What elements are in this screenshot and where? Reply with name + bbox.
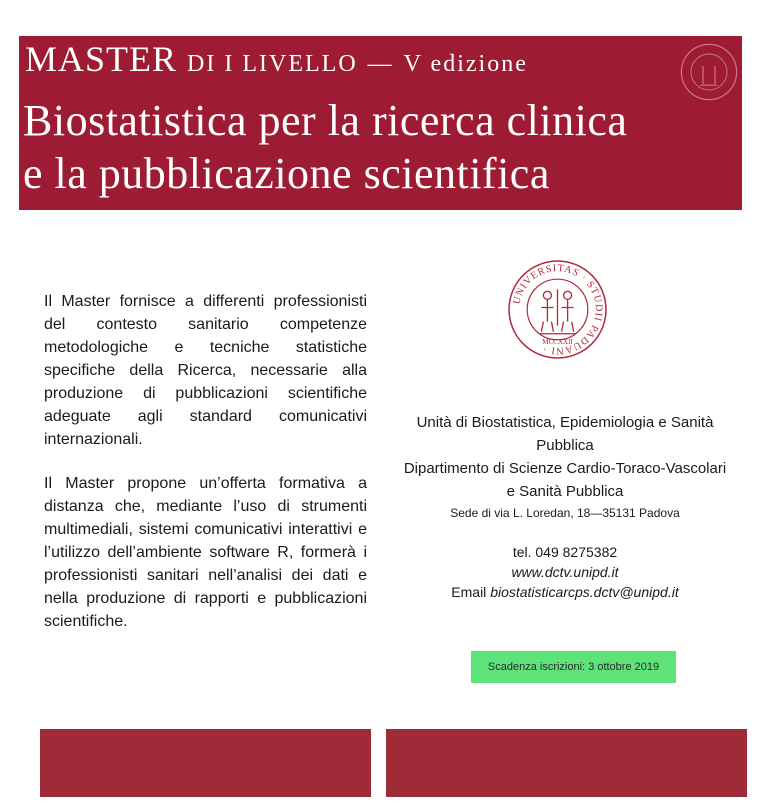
edition-label: V edizione [403,51,528,77]
heading-dash: — [367,51,394,77]
address: Sede di via L. Loredan, 18—35131 Padova [450,506,680,520]
course-title-line2: e la pubblicazione scientifica [23,149,550,198]
department-name: Dipartimento di Scienze Cardio-Toraco-Vascolari e Sanità Pubblica [403,460,727,500]
seal-ring-text: UNIVERSITAS · STUDII PADUANI · [511,263,604,357]
deadline-badge: Scadenza iscrizioni: 3 ottobre 2019 [471,651,676,683]
footer-block-left [40,729,371,797]
master-label: MASTER [25,39,178,79]
email-line [400,582,730,602]
course-title [23,94,627,200]
intro-paragraph-2: Il Master propone un’offerta formativa a distanza che, mediante l’uso di strumenti multimediali, sistemi comunicativi interattivi e l’utilizzo dell’ambiente software R, formerà i professionisti sanitari nell’analisi dei dati e nella produzione di rapporti e pubblicazioni scientifiche. [44,475,367,630]
master-heading [25,38,528,80]
unit-name: Unità di Biostatistica, Epidemiologia e Sanità Pubblica [416,414,714,454]
footer-block-right [386,729,747,797]
email-link[interactable]: biostatisticarcps.dctv@unipd.it [490,584,679,600]
intro-paragraph-1: Il Master fornisce a differenti professionisti del contesto sanitario competenze metodologiche e tecniche statistiche specifiche della Ricerca, necessarie alla produzione di pubblicazioni scientifiche adeguate agli standard comunicativi internazionali. [44,293,367,448]
seal-year: MCCXXII [542,337,573,346]
phone: tel. 049 8275382 [512,544,618,560]
website-link[interactable]: www.dctv.unipd.it [511,564,619,580]
email-label: Email [451,584,487,600]
university-seal-icon [507,259,608,360]
university-seal-small-icon [679,42,739,102]
level-label: DI I LIVELLO [187,51,358,77]
course-title-line1: Biostatistica per la ricerca clinica [23,96,628,145]
intro-text [44,290,367,654]
header-banner [19,36,742,210]
contact-block [400,411,730,602]
